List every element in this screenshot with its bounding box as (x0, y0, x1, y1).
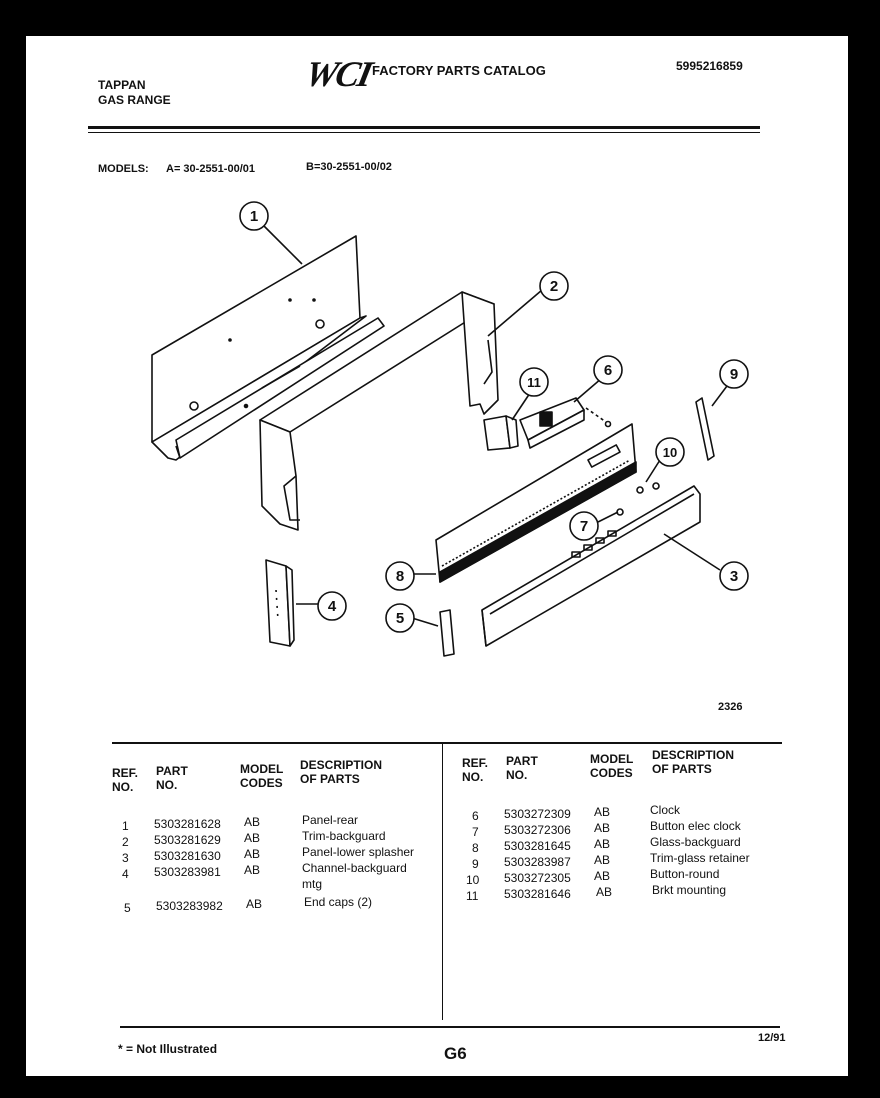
left-header-desc-2: OF PARTS (300, 772, 360, 786)
left-row-desc: Panel-lower splasher (302, 845, 415, 859)
left-row-desc-continued: mtg (302, 877, 323, 891)
catalog-number: 5995216859 (676, 59, 743, 73)
right-row-codes: AB (594, 837, 611, 851)
right-header-codes-2: CODES (590, 766, 633, 780)
left-header-part-1: PART (156, 764, 188, 778)
left-row-codes: AB (244, 863, 261, 877)
left-row-ref: 2 (122, 835, 129, 849)
callout-8: 8 (395, 568, 405, 585)
right-row-desc: Trim-glass retainer (650, 851, 750, 865)
left-row-ref: 4 (122, 867, 129, 881)
left-row-codes: AB (244, 815, 261, 829)
right-row-part: 5303272306 (504, 823, 571, 837)
left-row-ref: 1 (122, 819, 129, 833)
right-header-ref-1: REF. (462, 756, 489, 770)
left-row-desc: Trim-backguard (302, 829, 386, 843)
right-header-ref-2: NO. (462, 770, 484, 784)
left-row-part: 5303281629 (154, 833, 221, 847)
left-row-part: 5303283982 (156, 899, 223, 913)
model-b: B=30-2551-00/02 (306, 161, 392, 173)
callout-7: 7 (579, 518, 589, 535)
right-header-part-2: NO. (506, 768, 528, 782)
callout-9: 9 (729, 366, 739, 383)
right-row-desc: Button-round (650, 867, 720, 881)
left-header-codes-1: MODEL (240, 762, 284, 776)
left-row-codes: AB (246, 897, 263, 911)
catalog-title: FACTORY PARTS CATALOG (372, 63, 546, 78)
right-row-part: 5303272309 (504, 807, 571, 821)
right-header-codes-1: MODEL (590, 752, 634, 766)
wci-logo: WCI (301, 54, 375, 94)
left-row-ref: 3 (122, 851, 129, 865)
right-row-ref: 9 (472, 857, 479, 871)
left-row-codes: AB (244, 847, 261, 861)
right-row-desc: Clock (650, 803, 681, 817)
part-end-cap (440, 610, 454, 656)
part-bracket-mounting (484, 416, 518, 450)
left-header-codes-2: CODES (240, 776, 283, 790)
right-row-ref: 10 (466, 873, 480, 887)
left-header-part-2: NO. (156, 778, 178, 792)
left-row-desc: Channel-backguard (302, 861, 407, 875)
left-row-part: 5303281630 (154, 849, 221, 863)
part-trim-glass-retainer (696, 398, 714, 460)
models-label: MODELS: (98, 163, 149, 175)
right-row-codes: AB (594, 805, 611, 819)
left-row-ref: 5 (124, 901, 131, 915)
callout-10: 10 (662, 445, 678, 460)
part-clock (520, 398, 611, 448)
left-row-desc: End caps (2) (304, 895, 373, 909)
part-channel-backguard (266, 560, 294, 646)
left-header-desc-1: DESCRIPTION (300, 758, 383, 772)
left-row-codes: AB (244, 831, 261, 845)
right-row-desc: Brkt mounting (652, 883, 727, 897)
right-row-part: 5303281645 (504, 839, 571, 853)
brand-line-1: TAPPAN (98, 78, 146, 92)
callout-4: 4 (327, 598, 337, 615)
catalog-date: 12/91 (758, 1032, 786, 1044)
callout-1: 1 (249, 208, 259, 225)
figure-number: 2326 (718, 701, 743, 713)
left-row-part: 5303281628 (154, 817, 221, 831)
right-row-codes: AB (594, 853, 611, 867)
not-illustrated-note: * = Not Illustrated (118, 1042, 218, 1056)
right-row-ref: 8 (472, 841, 479, 855)
right-row-desc: Button elec clock (650, 819, 741, 833)
callout-6: 6 (603, 362, 613, 379)
callout-5: 5 (395, 610, 405, 627)
left-row-part: 5303283981 (154, 865, 221, 879)
right-header-desc-2: OF PARTS (652, 762, 712, 776)
table-rule-bottom (120, 1026, 780, 1028)
table-divider (442, 744, 443, 1020)
right-row-part: 5303283987 (504, 855, 571, 869)
right-row-codes: AB (596, 885, 613, 899)
right-row-ref: 7 (472, 825, 479, 839)
callout-11: 11 (527, 375, 541, 390)
model-a: A= 30-2551-00/01 (166, 163, 255, 175)
right-row-part: 5303281646 (504, 887, 571, 901)
right-row-codes: AB (594, 869, 611, 883)
right-row-codes: AB (594, 821, 611, 835)
right-row-ref: 6 (472, 809, 479, 823)
left-header-ref-1: REF. (112, 766, 139, 780)
callout-2: 2 (549, 278, 559, 295)
right-header-desc-1: DESCRIPTION (652, 748, 735, 762)
left-header-ref-2: NO. (112, 780, 134, 794)
right-row-desc: Glass-backguard (650, 835, 741, 849)
left-row-desc: Panel-rear (302, 813, 359, 827)
right-row-ref: 11 (466, 889, 479, 903)
brand-line-2: GAS RANGE (98, 93, 171, 107)
right-row-part: 5303272305 (504, 871, 571, 885)
page-number: G6 (444, 1044, 467, 1063)
table-rule-top (112, 742, 782, 744)
callout-3: 3 (729, 568, 739, 585)
right-header-part-1: PART (506, 754, 538, 768)
